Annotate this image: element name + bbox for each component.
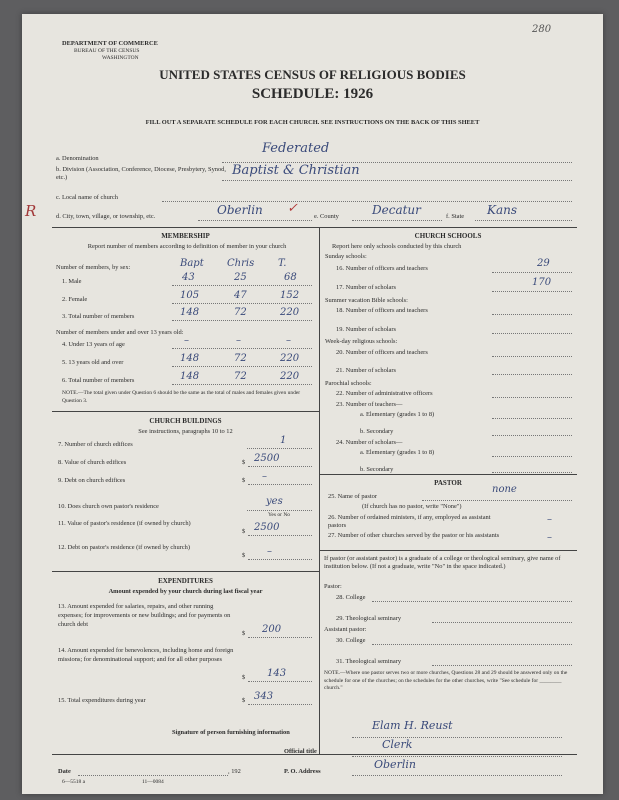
q27-value: – xyxy=(547,532,552,543)
q15-label: 15. Total expenditures during year xyxy=(58,697,146,704)
pastor-subheading: Pastor: xyxy=(324,583,342,590)
check-mark: ✓ xyxy=(287,201,298,216)
membership-row-label: 6. Total number of members xyxy=(62,377,135,384)
q10-value: yes xyxy=(266,496,283,507)
q31-label: 31. Theological seminary xyxy=(336,658,402,665)
denomination-value: Federated xyxy=(262,141,330,156)
official-title-value: Clerk xyxy=(382,738,413,751)
membership-value: 148 xyxy=(180,353,200,364)
q16-value: 29 xyxy=(537,258,550,269)
membership-value: 220 xyxy=(280,353,300,364)
membership-note: NOTE.—The total given under Question 6 should be the same as the total of males and females given under Question 3. xyxy=(62,390,301,404)
q7-value: 1 xyxy=(280,435,287,446)
q23-label: 23. Number of teachers— xyxy=(336,401,403,408)
division-label: b. Division (Association, Conference, Diocese, Presbytery, Synod, etc.) xyxy=(56,166,226,181)
membership-row-label: 2. Female xyxy=(62,296,88,303)
age-label: Number of members under and over 13 years old: xyxy=(56,329,184,336)
q30-label: 30. College xyxy=(336,637,366,644)
pastor-title: PASTOR xyxy=(434,479,462,487)
q20-label: 20. Number of officers and teachers xyxy=(336,349,428,356)
col-head-total: T. xyxy=(278,258,287,269)
q29-label: 29. Theological seminary xyxy=(336,615,402,622)
denomination-label: a. Denomination xyxy=(56,155,99,162)
city-label: d. City, town, village, or township, etc. xyxy=(56,213,156,220)
col-head-baptist: Bapt xyxy=(180,258,204,269)
q22-label: 22. Number of administrative officers xyxy=(336,390,433,397)
membership-value: 72 xyxy=(234,371,247,382)
q9-value: – xyxy=(262,471,267,482)
dollar-sign: $ xyxy=(242,477,246,484)
q21-label: 21. Number of scholars xyxy=(336,367,396,374)
q13-label: 13. Amount expended for salaries, repairs, and other running expenses; for improvements or new buildings; and for payments on church debt xyxy=(58,603,231,628)
state-label: f. State xyxy=(446,213,465,220)
po-address-label: P. O. Address xyxy=(284,768,321,775)
membership-value: 220 xyxy=(280,307,300,318)
q25-hint: (If church has no pastor, write "None") xyxy=(362,503,462,510)
membership-title: MEMBERSHIP xyxy=(161,232,210,240)
form-instructions: FILL OUT A SEPARATE SCHEDULE FOR EACH CHURCH. SEE INSTRUCTIONS ON THE BACK OF THIS SHEET xyxy=(145,119,480,126)
membership-row-label: 5. 13 years old and over xyxy=(62,359,124,366)
q17-value: 170 xyxy=(532,277,552,288)
dollar-sign: $ xyxy=(242,630,246,637)
q24b-label: b. Secondary xyxy=(360,466,394,473)
membership-value: 43 xyxy=(182,272,195,283)
page-number: 280 xyxy=(532,24,552,35)
dollar-sign: $ xyxy=(242,674,246,681)
form-title: UNITED STATES CENSUS OF RELIGIOUS BODIES xyxy=(159,67,466,82)
by-sex-label: Number of members, by sex: xyxy=(56,264,131,271)
dept-name: DEPARTMENT OF COMMERCE xyxy=(62,40,158,47)
schedule-title: SCHEDULE: 1926 xyxy=(251,86,374,102)
schools-title: CHURCH SCHOOLS xyxy=(414,232,482,240)
q27-label: 27. Number of other churches served by the pastor or his assistants xyxy=(328,532,500,539)
membership-value: 152 xyxy=(280,290,300,301)
membership-value: – xyxy=(184,335,189,346)
buildings-title: CHURCH BUILDINGS xyxy=(149,417,222,425)
local-name-label: c. Local name of church xyxy=(56,194,118,201)
q11-value: 2500 xyxy=(254,522,280,533)
signature-value: Elam H. Reust xyxy=(372,719,453,732)
q13-value: 200 xyxy=(262,624,282,635)
official-title-label: Official title xyxy=(284,748,317,755)
q18-label: 18. Number of officers and teachers xyxy=(336,307,428,314)
q11-label: 11. Value of pastor's residence (if owned by church) xyxy=(58,520,191,527)
date-label: Date xyxy=(58,768,71,775)
membership-value: – xyxy=(236,335,241,346)
membership-value: 72 xyxy=(234,353,247,364)
weekday-heading: Week-day religious schools: xyxy=(325,338,398,345)
q23b-label: b. Secondary xyxy=(360,428,394,435)
dollar-sign: $ xyxy=(242,697,246,704)
dollar-sign: $ xyxy=(242,528,246,535)
q24-label: 24. Number of scholars— xyxy=(336,439,403,446)
q19-label: 19. Number of scholars xyxy=(336,326,396,333)
membership-row-label: 3. Total number of members xyxy=(62,313,135,320)
sunday-heading: Sunday schools: xyxy=(325,253,367,260)
q7-label: 7. Number of church edifices xyxy=(58,441,133,448)
q26-value: – xyxy=(547,514,552,525)
summer-heading: Summer vacation Bible schools: xyxy=(325,297,408,304)
form-number: 6—5518 a xyxy=(62,779,86,785)
county-value: Decatur xyxy=(372,203,421,217)
q10-label: 10. Does church own pastor's residence xyxy=(58,503,159,510)
q25-value: none xyxy=(492,484,517,495)
county-label: e. County xyxy=(314,213,339,220)
dollar-sign: $ xyxy=(242,552,246,559)
census-form xyxy=(22,14,603,794)
bureau-name: BUREAU OF THE CENSUS xyxy=(74,48,140,54)
q8-value: 2500 xyxy=(254,453,280,464)
membership-value: 148 xyxy=(180,371,200,382)
assistant-subheading: Assistant pastor: xyxy=(324,626,367,633)
q28-label: 28. College xyxy=(336,594,366,601)
year-label: , 192 xyxy=(228,768,241,775)
yes-or-no-hint: Yes or No xyxy=(268,512,291,518)
city-value: Oberlin xyxy=(217,203,263,217)
q9-label: 9. Debt on church edifices xyxy=(58,477,126,484)
membership-value: 105 xyxy=(180,290,200,301)
college-intro: If pastor (or assistant pastor) is a graduate of a college or theological seminary, give name of institution below. (If not a graduate, write "No" in the space indicated.) xyxy=(324,555,561,570)
q26-label: 26. Number of ordained ministers, if any, employed as assistant pastors xyxy=(328,514,491,529)
q25-label: 25. Name of pastor xyxy=(328,493,377,500)
q17-label: 17. Number of scholars xyxy=(336,284,396,291)
q14-label: 14. Amount expended for benevolences, including home and foreign missions; for denominational support; and for all other purposes xyxy=(58,647,234,663)
q8-label: 8. Value of church edifices xyxy=(58,459,127,466)
division-value: Baptist & Christian xyxy=(232,163,360,178)
state-value: Kans xyxy=(487,203,518,217)
q23a-label: a. Elementary (grades 1 to 8) xyxy=(360,411,435,418)
signature-label: Signature of person furnishing information xyxy=(172,729,290,736)
expenditures-title: EXPENDITURES xyxy=(158,577,213,585)
bureau-city: WASHINGTON xyxy=(102,55,139,61)
margin-mark: R xyxy=(25,202,37,220)
po-address-value: Oberlin xyxy=(374,758,416,771)
buildings-sub: See instructions, paragraphs 10 to 12 xyxy=(138,428,233,435)
membership-value: 72 xyxy=(234,307,247,318)
dollar-sign: $ xyxy=(242,459,246,466)
col-head-christian: Chris xyxy=(227,258,255,269)
q12-value: – xyxy=(267,546,272,557)
membership-intro: Report number of members according to definition of member in your church xyxy=(87,243,287,250)
schools-intro: Report here only schools conducted by this church xyxy=(332,243,462,250)
membership-value: 220 xyxy=(280,371,300,382)
membership-value: 25 xyxy=(234,272,247,283)
q15-value: 343 xyxy=(254,691,274,702)
pastor-note: NOTE.—Where one pastor serves two or more churches, Questions 28 and 29 should be answered only on the schedule for one of the churches; on the schedules for the other churches, write "See schedule for ________ church." xyxy=(324,670,568,691)
q14-value: 143 xyxy=(267,668,287,679)
expenditures-sub: Amount expended by your church during last fiscal year xyxy=(108,588,263,595)
form-code: 11—0084 xyxy=(142,779,164,785)
membership-row-label: 4. Under 13 years of age xyxy=(62,341,125,348)
parochial-heading: Parochial schools: xyxy=(325,380,372,387)
q24a-label: a. Elementary (grades 1 to 8) xyxy=(360,449,435,456)
membership-row-label: 1. Male xyxy=(62,278,82,285)
q16-label: 16. Number of officers and teachers xyxy=(336,265,428,272)
membership-value: 148 xyxy=(180,307,200,318)
membership-value: 68 xyxy=(284,272,297,283)
membership-value: 47 xyxy=(234,290,247,301)
q12-label: 12. Debt on pastor's residence (if owned by church) xyxy=(58,544,190,551)
membership-value: – xyxy=(286,335,291,346)
